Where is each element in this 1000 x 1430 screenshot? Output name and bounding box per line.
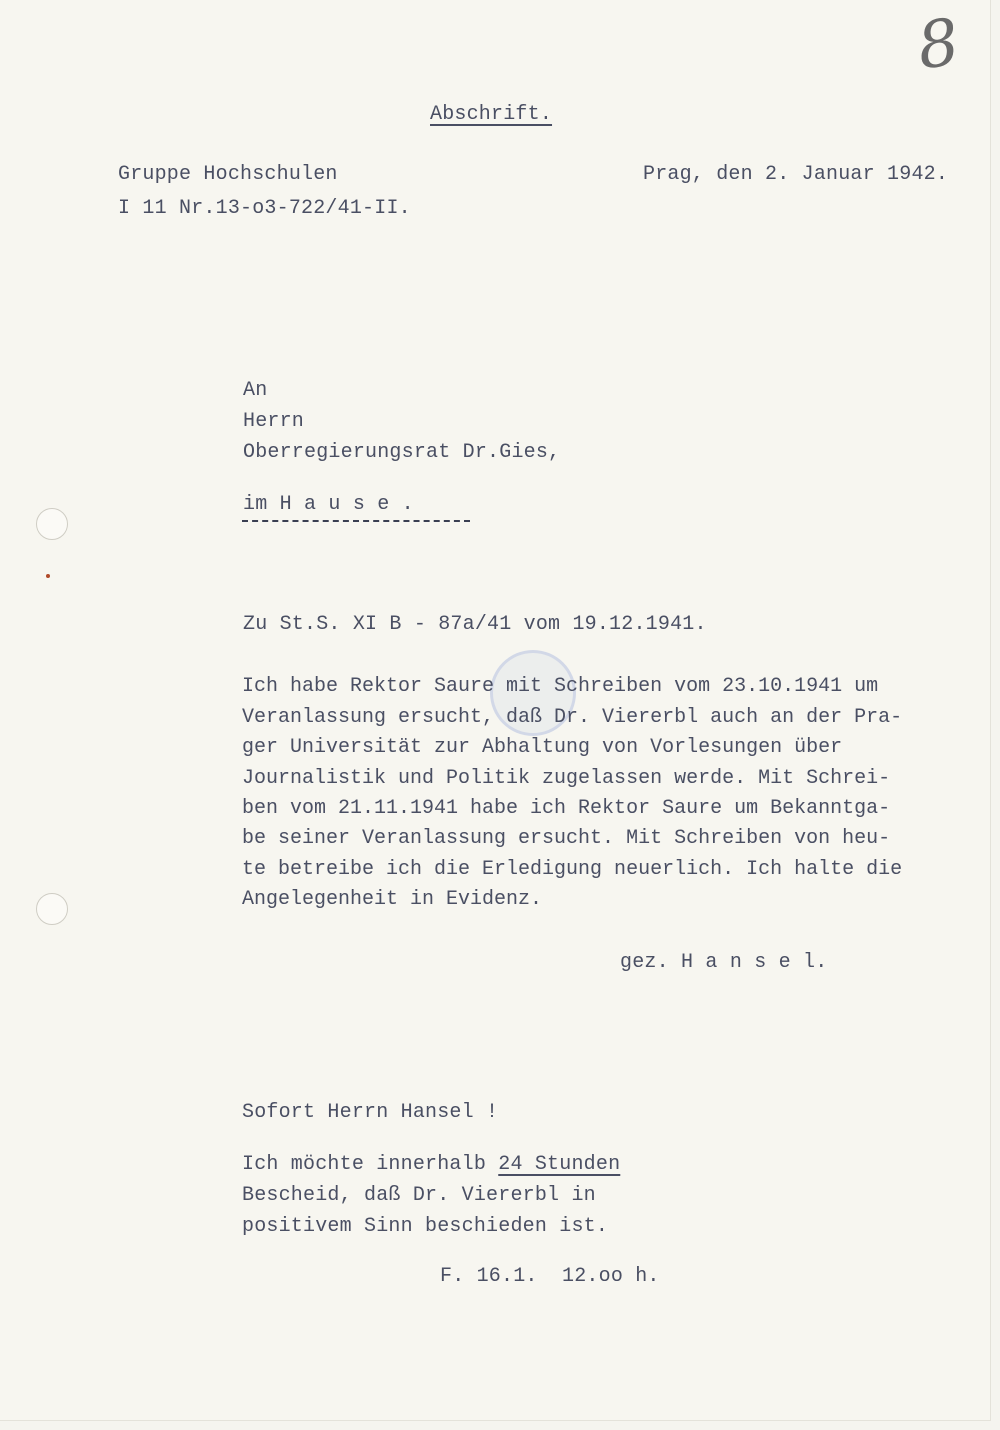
body-line: be seiner Veranlassung ersucht. Mit Schreiben von heu- xyxy=(242,827,891,850)
handwritten-page-number: 8 xyxy=(913,5,964,85)
body-line: Angelegenheit in Evidenz. xyxy=(242,888,543,911)
punch-hole-top xyxy=(36,508,68,540)
paper-speck xyxy=(46,574,50,578)
body-line: Veranlassung ersucht, daß Dr. Viererbl auch an der Pra- xyxy=(242,706,903,729)
initials-time: F. 16.1. 12.oo h. xyxy=(440,1265,660,1288)
body-line: Ich habe Rektor Saure mit Schreiben vom 23.10.1941 um xyxy=(242,675,879,698)
body-line: ben vom 21.11.1941 habe ich Rektor Saure um Bekanntga- xyxy=(242,797,891,820)
address-an: An xyxy=(243,379,268,402)
note-line-2 xyxy=(242,1150,620,1180)
note-line-3: Bescheid, daß Dr. Viererbl in xyxy=(242,1184,596,1207)
reference-number: I 11 Nr.13-o3-722/41-II. xyxy=(118,197,411,220)
address-herrn: Herrn xyxy=(243,410,305,433)
note-line-2-prefix: Ich möchte innerhalb xyxy=(242,1153,499,1176)
document-title: Abschrift. xyxy=(430,103,553,126)
signature: gez. H a n s e l. xyxy=(620,951,828,974)
address-dashed-underline xyxy=(242,520,470,522)
address-recipient: Oberregierungsrat Dr.Gies, xyxy=(243,441,561,464)
address-im-hause: im H a u s e . xyxy=(243,493,414,516)
body-line: te betreibe ich die Erledigung neuerlich. Ich halte die xyxy=(242,858,903,881)
punch-hole-bottom xyxy=(36,893,68,925)
place-date: Prag, den 2. Januar 1942. xyxy=(643,163,949,186)
department-line: Gruppe Hochschulen xyxy=(118,163,338,186)
body-line: ger Universität zur Abhaltung von Vorlesungen über xyxy=(242,736,843,759)
subject-line: Zu St.S. XI B - 87a/41 vom 19.12.1941. xyxy=(243,613,707,636)
note-deadline-underlined: 24 Stunden xyxy=(498,1153,621,1176)
note-line-4: positivem Sinn beschieden ist. xyxy=(242,1215,609,1238)
note-line-1: Sofort Herrn Hansel ! xyxy=(242,1101,499,1124)
body-line: Journalistik und Politik zugelassen werde. Mit Schrei- xyxy=(242,767,891,790)
